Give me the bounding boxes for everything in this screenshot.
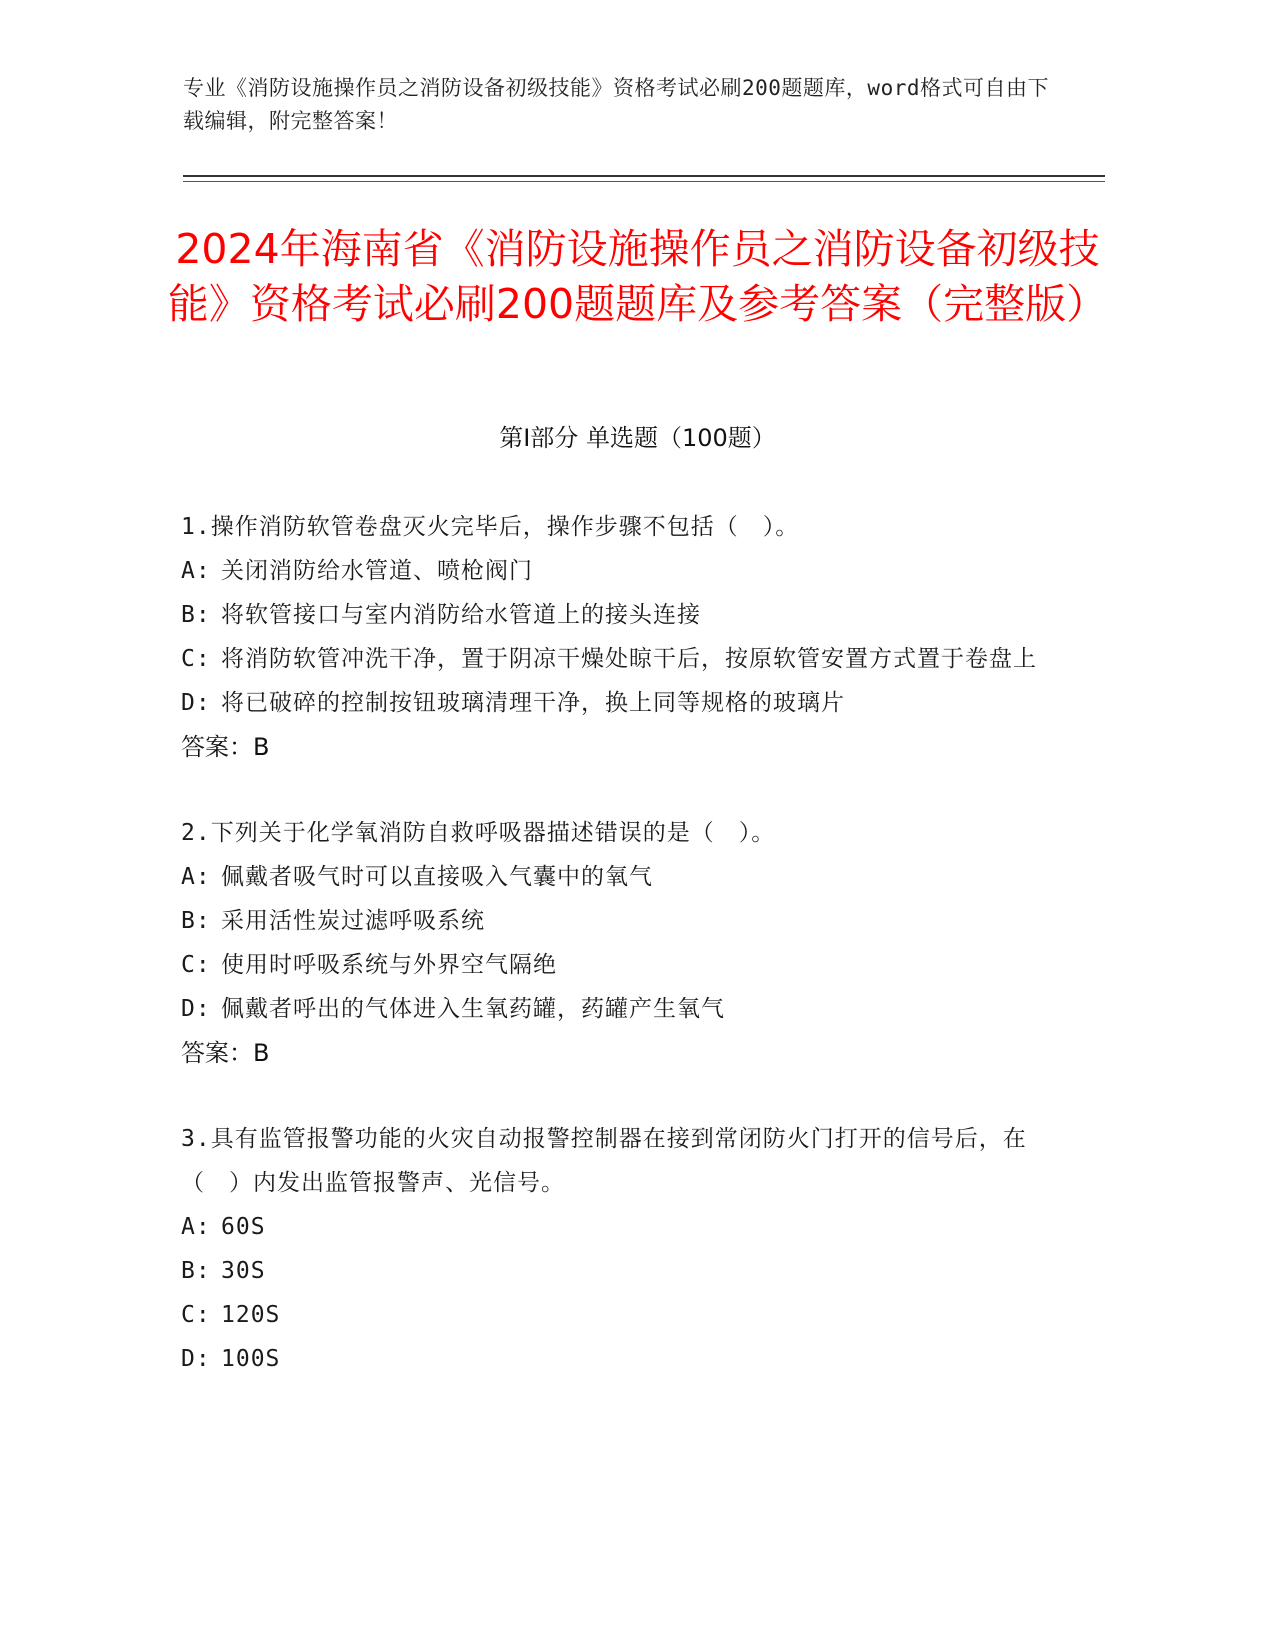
question-list [181,505,1061,1423]
option-text: 将已破碎的控制按钮玻璃清理干净，换上同等规格的玻璃片 [221,690,845,716]
option-text: 30S [221,1258,266,1284]
option-a [181,549,1061,593]
option-d [181,987,1061,1031]
option-b [181,593,1061,637]
question-stem: 2.下列关于化学氧消防自救呼吸器描述错误的是（ ）。 [181,820,776,846]
option-letter: D: [181,690,211,716]
question-3 [181,1117,1061,1381]
option-c [181,943,1061,987]
option-letter: B: [181,1258,211,1284]
option-text: 佩戴者呼出的气体进入生氧药罐，药罐产生氧气 [221,996,725,1022]
option-letter: A: [181,1214,211,1240]
option-text: 将软管接口与室内消防给水管道上的接头连接 [221,602,701,628]
option-text: 将消防软管冲洗干净，置于阴凉干燥处晾干后，按原软管安置方式置于卷盘上 [221,646,1037,672]
answer-line: 答案：B [181,733,270,761]
option-letter: C: [181,646,211,672]
question-1 [181,505,1061,769]
option-letter: D: [181,996,211,1022]
option-text: 关闭消防给水管道、喷枪阀门 [221,558,533,584]
option-d [181,1337,1061,1381]
document-title: 2024年海南省《消防设施操作员之消防设备初级技能》资格考试必刷200题题库及参考答案（完整版） [167,225,1108,328]
option-b [181,899,1061,943]
option-a [181,1205,1061,1249]
option-text: 100S [221,1346,281,1372]
option-letter: B: [181,908,211,934]
option-c [181,1293,1061,1337]
question-stem: 3.具有监管报警功能的火灾自动报警控制器在接到常闭防火门打开的信号后，在（ ）内发出监管报警声、光信号。 [181,1126,1027,1196]
option-b [181,1249,1061,1293]
option-text: 佩戴者吸气时可以直接吸入气囊中的氧气 [221,864,653,890]
option-letter: D: [181,1346,211,1372]
option-letter: B: [181,602,211,628]
option-letter: C: [181,1302,211,1328]
option-text: 使用时呼吸系统与外界空气隔绝 [221,952,557,978]
option-letter: C: [181,952,211,978]
option-a [181,855,1061,899]
option-text: 60S [221,1214,266,1240]
header-divider-thin [183,181,1105,182]
option-letter: A: [181,864,211,890]
question-2 [181,811,1061,1075]
header-divider-thick [183,175,1105,177]
section-title: 第I部分 单选题（100题） [499,424,776,452]
option-d [181,681,1061,725]
option-c [181,637,1061,681]
answer-line: 答案：B [181,1039,270,1067]
header-note: 专业《消防设施操作员之消防设备初级技能》资格考试必刷200题题库，word格式可自由下载编辑，附完整答案！ [183,76,1049,133]
option-text: 120S [221,1302,281,1328]
option-letter: A: [181,558,211,584]
option-text: 采用活性炭过滤呼吸系统 [221,908,485,934]
question-stem: 1.操作消防软管卷盘灭火完毕后，操作步骤不包括（ ）。 [181,514,800,540]
